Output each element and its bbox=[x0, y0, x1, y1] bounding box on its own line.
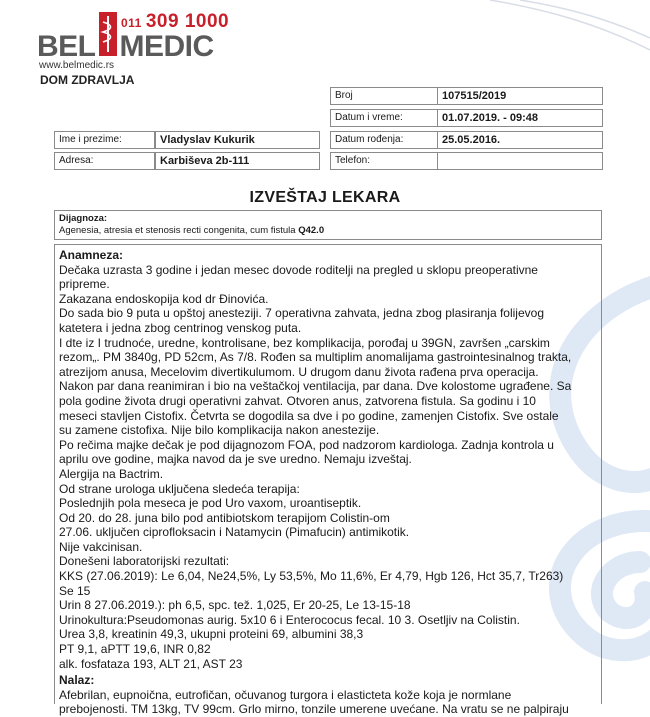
anamnesis-line: Poslednjih pola meseca je pod Uro vaxom, uroantiseptik. bbox=[59, 496, 362, 511]
decorative-corner-lines bbox=[430, 0, 650, 60]
website-text: www.belmedic.rs bbox=[39, 60, 115, 71]
anamnesis-line: 27.06. uključen ciprofloksacin i Natamycin (Pimafucin) antimikotik. bbox=[59, 525, 410, 540]
anamnesis-line: katetera i jedna zbog centrinog venskog puta. bbox=[59, 320, 302, 335]
report-title: IZVEŠTAJ LEKARA bbox=[249, 189, 401, 206]
anamnesis-text bbox=[59, 263, 597, 672]
anamnesis-line: Urinokultura:Pseudomonas aurig. 5x10 6 i Enterococus fecal. 10 3. Osetljiv na Colistin. bbox=[59, 612, 520, 627]
broj-value: 107515/2019 bbox=[437, 87, 603, 105]
datum-value: 01.07.2019. - 09:48 bbox=[437, 109, 603, 127]
anamnesis-line: rezom„. PM 3840g, PD 52cm, As 7/8. Rođen sa multiplim anomalijama gastrointesinalnog trakta, bbox=[59, 350, 572, 365]
anamnesis-line: pola godine života drugi operativni zahvat. Otvoren anus, zatvorena fistula. Sa godinu i 10 bbox=[59, 393, 536, 408]
phone-prefix: 011 bbox=[121, 16, 142, 30]
anamnesis-line: Zakazana endoskopija kod dr Đinovića. bbox=[59, 291, 269, 306]
anamnesis-line: Donešeni laboratorijski rezultati: bbox=[59, 554, 230, 569]
rodjenje-label: Datum rođenja: bbox=[330, 131, 438, 149]
anamnesis-line: KKS (27.06.2019): Le 6,04, Ne24,5%, Ly 53,5%, Mo 11,6%, Er 4,79, Hgb 126, Hct 35,7, Tr263) bbox=[59, 569, 564, 584]
anamnesis-line: Se 15 bbox=[59, 583, 91, 598]
anamnesis-line: Alergija na Bactrim. bbox=[59, 466, 164, 481]
anamnesis-line: pripreme. bbox=[59, 277, 110, 292]
anamnesis-line: PT 9,1, aPTT 19,6, INR 0,82 bbox=[59, 642, 211, 657]
diagnosis-code: Q42.0 bbox=[298, 225, 325, 236]
anamnesis-line: Do sada bio 9 puta u opštoj anesteziji. 7 operativna zahvata, jedna zbog plasiranja folijevog bbox=[59, 306, 544, 321]
anamnesis-line: Dečaka uzrasta 3 godine i jedan mesec dovode roditelji na pregled u sklopu preoperativne bbox=[59, 262, 538, 277]
anamnesis-line: I dte iz I trudnoće, uredne, kontrolisane, bez komplikacija, porođaj u 39GN, završen „carskim bbox=[59, 335, 550, 350]
anamnesis-line: meseci stavljen Cistofix. Četvrta se dogodila sa dve i po godine, zamenjen Cistofix. Sve ostale bbox=[59, 408, 559, 423]
anamnesis-line: atrezijom anusa, Mecelovim divertikulumom. U drugom danu života rađena prva operacija. bbox=[59, 364, 539, 379]
adresa-value: Karbiševa 2b-111 bbox=[155, 152, 320, 170]
telefon-label: Telefon: bbox=[330, 152, 438, 170]
anamnesis-line: Od 20. do 28. juna bilo pod antibiotskom terapijom Colistin-om bbox=[59, 510, 390, 525]
rodjenje-value: 25.05.2016. bbox=[437, 131, 603, 149]
anamnesis-line: Urea 3,8, kreatinin 49,3, ukupni proteini 69, albumini 38,3 bbox=[59, 627, 364, 642]
brand-name bbox=[37, 30, 214, 64]
anamnesis-line: su zamene cistofixa. Nije bilo komplikacija nakon anestezije. bbox=[59, 423, 380, 438]
diagnosis-box bbox=[54, 210, 602, 240]
ime-label: Ime i prezime: bbox=[54, 131, 155, 149]
diagnosis-line bbox=[59, 225, 597, 237]
anamnesis-line: alk. fosfataza 193, ALT 21, AST 23 bbox=[59, 656, 243, 671]
anamnesis-box bbox=[54, 244, 602, 717]
brand-right: MEDIC bbox=[119, 30, 214, 63]
findings-label: Nalaz: bbox=[59, 673, 95, 688]
anamnesis-line: Nije vakcinisan. bbox=[59, 539, 143, 554]
anamnesis-line: Nakon par dana reanimiran i bio na veštačkoj ventilacija, par dana. Dve kolostome ugrađene. Sa bbox=[59, 379, 572, 394]
anamnesis-line: Urin 8 27.06.2019.): ph 6,5, spc. tež. 1,025, Er 20-25, Le 13-15-18 bbox=[59, 598, 411, 613]
anamnesis-label: Anamneza: bbox=[59, 248, 124, 262]
findings-text bbox=[59, 688, 597, 717]
diagnosis-text: Agenesia, atresia et stenosis recti congenita, cum fistula bbox=[59, 225, 296, 236]
anamnesis-line: aprilu ove godine, majka navod da je sve uredno. Nemaju izveštaj. bbox=[59, 452, 412, 467]
diagnosis-label: Dijagnoza: bbox=[59, 213, 108, 224]
brand-left: BEL bbox=[37, 30, 96, 63]
ime-value: Vladyslav Kukurik bbox=[155, 131, 320, 149]
telefon-value bbox=[437, 152, 603, 170]
broj-label: Broj bbox=[330, 87, 438, 105]
anamnesis-line: Od strane urologa uključena sledeća terapija: bbox=[59, 481, 300, 496]
findings-line: Afebrilan, eupnoična, eutrofičan, očuvanog turgora i elasticteta kože koja je normlane bbox=[59, 687, 512, 702]
datum-label: Datum i vreme: bbox=[330, 109, 438, 127]
findings-line: prebojenosti. TM 13kg, TV 99cm. Grlo mirno, tonzile umerene uvećane. Na vratu se ne palpiraju bbox=[59, 702, 569, 717]
adresa-label: Adresa: bbox=[54, 152, 155, 170]
phone-main: 309 1000 bbox=[145, 11, 230, 32]
clinic-subtitle: DOM ZDRAVLJA bbox=[40, 73, 135, 87]
anamnesis-line: Po rečima majke dečak je pod dijagnozom FOA, pod nadzorom kardiologa. Zadnja kontrola u bbox=[59, 437, 554, 452]
